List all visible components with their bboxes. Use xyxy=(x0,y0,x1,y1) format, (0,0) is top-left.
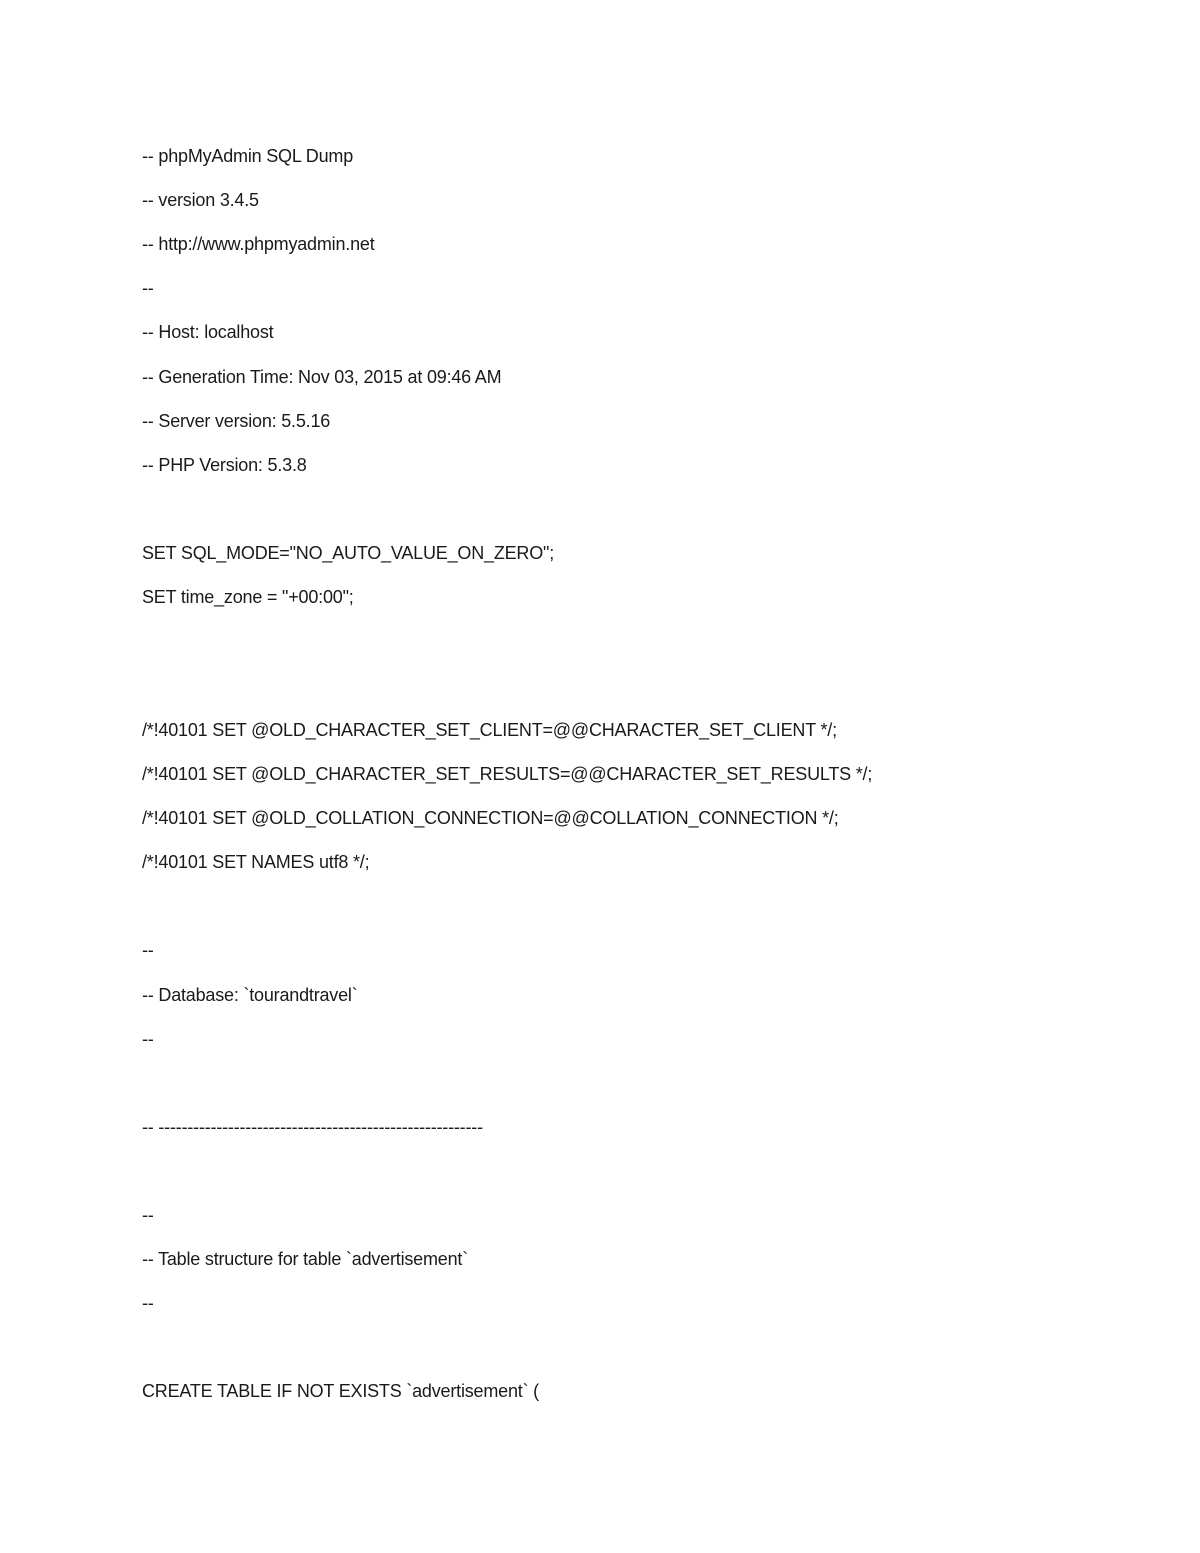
text-line: -- xyxy=(142,940,154,960)
text-line: -- http://www.phpmyadmin.net xyxy=(142,234,375,254)
text-line: -- xyxy=(142,1205,154,1225)
text-line: /*!40101 SET @OLD_CHARACTER_SET_CLIENT=@@CHARACTER_SET_CLIENT */; xyxy=(142,720,837,740)
text-line: /*!40101 SET @OLD_COLLATION_CONNECTION=@@COLLATION_CONNECTION */; xyxy=(142,808,839,828)
text-line: SET time_zone = "+00:00"; xyxy=(142,587,354,607)
text-line: -- xyxy=(142,1029,154,1049)
text-line: -- xyxy=(142,278,154,298)
text-line: /*!40101 SET @OLD_CHARACTER_SET_RESULTS=@@CHARACTER_SET_RESULTS */; xyxy=(142,764,873,784)
text-line: -- Host: localhost xyxy=(142,322,274,342)
text-line: SET SQL_MODE="NO_AUTO_VALUE_ON_ZERO"; xyxy=(142,543,555,563)
text-line: -- phpMyAdmin SQL Dump xyxy=(142,146,354,166)
text-line: -- xyxy=(142,1293,154,1313)
text-line: CREATE TABLE IF NOT EXISTS `advertisement` ( xyxy=(142,1381,539,1401)
text-line: -- version 3.4.5 xyxy=(142,190,259,210)
text-line: /*!40101 SET NAMES utf8 */; xyxy=(142,852,370,872)
text-line: -- PHP Version: 5.3.8 xyxy=(142,455,307,475)
text-line: -- Table structure for table `advertisement` xyxy=(142,1249,469,1269)
text-line: -- -------------------------------------------------------- xyxy=(142,1117,483,1137)
text-line: -- Database: `tourandtravel` xyxy=(142,985,358,1005)
text-line: -- Server version: 5.5.16 xyxy=(142,411,331,431)
text-line: -- Generation Time: Nov 03, 2015 at 09:46 AM xyxy=(142,367,502,387)
